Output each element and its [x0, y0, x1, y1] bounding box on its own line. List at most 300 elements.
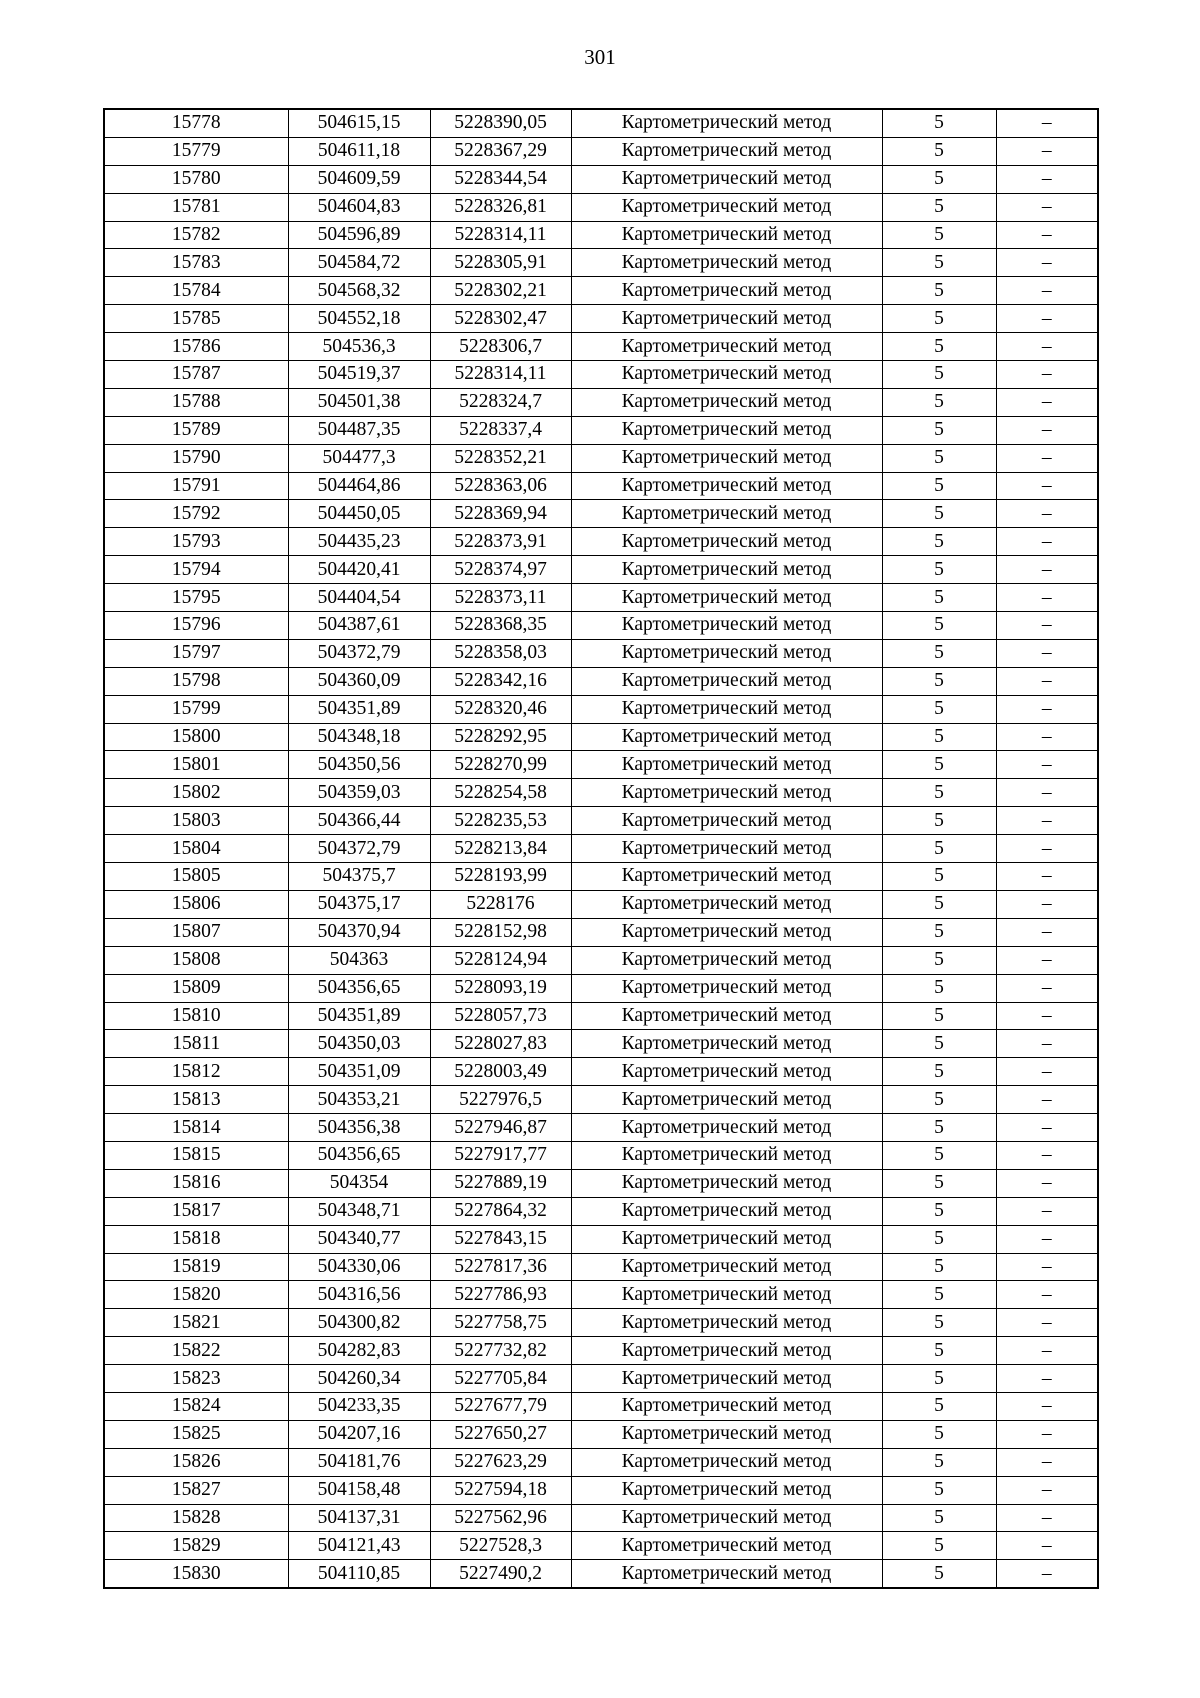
method-cell: Картометрический метод: [571, 639, 882, 667]
method-cell: Картометрический метод: [571, 249, 882, 277]
method-cell: Картометрический метод: [571, 556, 882, 584]
accuracy-cell: 5: [882, 1281, 996, 1309]
note-cell: –: [996, 918, 1098, 946]
x-coordinate-cell: 504450,05: [288, 500, 430, 528]
method-cell: Картометрический метод: [571, 974, 882, 1002]
page-number: 301: [584, 45, 616, 69]
x-coordinate-cell: 504604,83: [288, 193, 430, 221]
y-coordinate-cell: 5228373,91: [430, 528, 571, 556]
note-cell: –: [996, 751, 1098, 779]
method-cell: Картометрический метод: [571, 1086, 882, 1114]
note-cell: –: [996, 863, 1098, 891]
x-coordinate-cell: 504387,61: [288, 612, 430, 640]
y-coordinate-cell: 5227917,77: [430, 1141, 571, 1169]
note-cell: –: [996, 612, 1098, 640]
note-cell: –: [996, 974, 1098, 1002]
x-coordinate-cell: 504351,89: [288, 1002, 430, 1030]
table-row: [104, 1169, 1098, 1197]
accuracy-cell: 5: [882, 1392, 996, 1420]
method-cell: Картометрический метод: [571, 1141, 882, 1169]
method-cell: Картометрический метод: [571, 1197, 882, 1225]
method-cell: Картометрический метод: [571, 807, 882, 835]
point-number-cell: 15820: [104, 1281, 288, 1309]
method-cell: Картометрический метод: [571, 835, 882, 863]
note-cell: –: [996, 890, 1098, 918]
method-cell: Картометрический метод: [571, 1030, 882, 1058]
y-coordinate-cell: 5228390,05: [430, 109, 571, 137]
table-row: [104, 528, 1098, 556]
x-coordinate-cell: 504350,56: [288, 751, 430, 779]
point-number-cell: 15797: [104, 639, 288, 667]
table-row: [104, 1086, 1098, 1114]
y-coordinate-cell: 5227843,15: [430, 1225, 571, 1253]
method-cell: Картометрический метод: [571, 1058, 882, 1086]
y-coordinate-cell: 5227528,3: [430, 1532, 571, 1560]
note-cell: –: [996, 1281, 1098, 1309]
x-coordinate-cell: 504181,76: [288, 1448, 430, 1476]
point-number-cell: 15813: [104, 1086, 288, 1114]
x-coordinate-cell: 504350,03: [288, 1030, 430, 1058]
note-cell: –: [996, 946, 1098, 974]
table-row: [104, 835, 1098, 863]
x-coordinate-cell: 504359,03: [288, 779, 430, 807]
y-coordinate-cell: 5228369,94: [430, 500, 571, 528]
note-cell: –: [996, 361, 1098, 389]
note-cell: –: [996, 1114, 1098, 1142]
x-coordinate-cell: 504330,06: [288, 1253, 430, 1281]
point-number-cell: 15791: [104, 472, 288, 500]
note-cell: –: [996, 1337, 1098, 1365]
y-coordinate-cell: 5227889,19: [430, 1169, 571, 1197]
y-coordinate-cell: 5227864,32: [430, 1197, 571, 1225]
point-number-cell: 15781: [104, 193, 288, 221]
accuracy-cell: 5: [882, 500, 996, 528]
note-cell: –: [996, 193, 1098, 221]
table-row: [104, 333, 1098, 361]
x-coordinate-cell: 504596,89: [288, 221, 430, 249]
y-coordinate-cell: 5228324,7: [430, 388, 571, 416]
accuracy-cell: 5: [882, 1337, 996, 1365]
accuracy-cell: 5: [882, 612, 996, 640]
point-number-cell: 15826: [104, 1448, 288, 1476]
method-cell: Картометрический метод: [571, 1448, 882, 1476]
x-coordinate-cell: 504121,43: [288, 1532, 430, 1560]
y-coordinate-cell: 5228306,7: [430, 333, 571, 361]
note-cell: –: [996, 1309, 1098, 1337]
y-coordinate-cell: 5228270,99: [430, 751, 571, 779]
x-coordinate-cell: 504260,34: [288, 1365, 430, 1393]
table-row: [104, 1560, 1098, 1588]
method-cell: Картометрический метод: [571, 472, 882, 500]
point-number-cell: 15830: [104, 1560, 288, 1588]
x-coordinate-cell: 504354: [288, 1169, 430, 1197]
x-coordinate-cell: 504366,44: [288, 807, 430, 835]
y-coordinate-cell: 5228292,95: [430, 723, 571, 751]
accuracy-cell: 5: [882, 695, 996, 723]
accuracy-cell: 5: [882, 974, 996, 1002]
table-row: [104, 1532, 1098, 1560]
x-coordinate-cell: 504568,32: [288, 277, 430, 305]
point-number-cell: 15804: [104, 835, 288, 863]
point-number-cell: 15814: [104, 1114, 288, 1142]
accuracy-cell: 5: [882, 1197, 996, 1225]
x-coordinate-cell: 504351,09: [288, 1058, 430, 1086]
y-coordinate-cell: 5227677,79: [430, 1392, 571, 1420]
table-row: [104, 1030, 1098, 1058]
table-row: [104, 556, 1098, 584]
y-coordinate-cell: 5228314,11: [430, 361, 571, 389]
table-row: [104, 277, 1098, 305]
y-coordinate-cell: 5227786,93: [430, 1281, 571, 1309]
note-cell: –: [996, 333, 1098, 361]
accuracy-cell: 5: [882, 639, 996, 667]
method-cell: Картометрический метод: [571, 1337, 882, 1365]
table-row: [104, 584, 1098, 612]
table-row: [104, 109, 1098, 137]
x-coordinate-cell: 504370,94: [288, 918, 430, 946]
y-coordinate-cell: 5227623,29: [430, 1448, 571, 1476]
accuracy-cell: 5: [882, 221, 996, 249]
method-cell: Картометрический метод: [571, 1253, 882, 1281]
table-row: [104, 1253, 1098, 1281]
accuracy-cell: 5: [882, 835, 996, 863]
point-number-cell: 15806: [104, 890, 288, 918]
point-number-cell: 15779: [104, 137, 288, 165]
point-number-cell: 15824: [104, 1392, 288, 1420]
accuracy-cell: 5: [882, 1141, 996, 1169]
accuracy-cell: 5: [882, 1086, 996, 1114]
method-cell: Картометрический метод: [571, 500, 882, 528]
y-coordinate-cell: 5227817,36: [430, 1253, 571, 1281]
y-coordinate-cell: 5228093,19: [430, 974, 571, 1002]
table-row: [104, 1309, 1098, 1337]
accuracy-cell: 5: [882, 388, 996, 416]
point-number-cell: 15808: [104, 946, 288, 974]
method-cell: Картометрический метод: [571, 1504, 882, 1532]
table-row: [104, 1504, 1098, 1532]
method-cell: Картометрический метод: [571, 918, 882, 946]
accuracy-cell: 5: [882, 723, 996, 751]
x-coordinate-cell: 504340,77: [288, 1225, 430, 1253]
note-cell: –: [996, 165, 1098, 193]
x-coordinate-cell: 504282,83: [288, 1337, 430, 1365]
method-cell: Картометрический метод: [571, 1365, 882, 1393]
y-coordinate-cell: 5228176: [430, 890, 571, 918]
x-coordinate-cell: 504372,79: [288, 639, 430, 667]
table-row: [104, 1476, 1098, 1504]
accuracy-cell: 5: [882, 667, 996, 695]
table-row: [104, 1392, 1098, 1420]
accuracy-cell: 5: [882, 918, 996, 946]
table-row: [104, 1420, 1098, 1448]
point-number-cell: 15795: [104, 584, 288, 612]
note-cell: –: [996, 1058, 1098, 1086]
x-coordinate-cell: 504360,09: [288, 667, 430, 695]
point-number-cell: 15807: [104, 918, 288, 946]
point-number-cell: 15785: [104, 305, 288, 333]
x-coordinate-cell: 504477,3: [288, 444, 430, 472]
table-row: [104, 1281, 1098, 1309]
point-number-cell: 15823: [104, 1365, 288, 1393]
method-cell: Картометрический метод: [571, 1281, 882, 1309]
point-number-cell: 15815: [104, 1141, 288, 1169]
point-number-cell: 15819: [104, 1253, 288, 1281]
note-cell: –: [996, 556, 1098, 584]
point-number-cell: 15783: [104, 249, 288, 277]
x-coordinate-cell: 504609,59: [288, 165, 430, 193]
method-cell: Картометрический метод: [571, 1476, 882, 1504]
method-cell: Картометрический метод: [571, 305, 882, 333]
table-row: [104, 1114, 1098, 1142]
x-coordinate-cell: 504158,48: [288, 1476, 430, 1504]
x-coordinate-cell: 504356,65: [288, 974, 430, 1002]
point-number-cell: 15778: [104, 109, 288, 137]
method-cell: Картометрический метод: [571, 1392, 882, 1420]
x-coordinate-cell: 504501,38: [288, 388, 430, 416]
x-coordinate-cell: 504351,89: [288, 695, 430, 723]
table-row: [104, 918, 1098, 946]
accuracy-cell: 5: [882, 416, 996, 444]
point-number-cell: 15802: [104, 779, 288, 807]
method-cell: Картометрический метод: [571, 1532, 882, 1560]
y-coordinate-cell: 5227976,5: [430, 1086, 571, 1114]
point-number-cell: 15792: [104, 500, 288, 528]
point-number-cell: 15798: [104, 667, 288, 695]
table-row: [104, 807, 1098, 835]
method-cell: Картометрический метод: [571, 1309, 882, 1337]
y-coordinate-cell: 5227732,82: [430, 1337, 571, 1365]
note-cell: –: [996, 221, 1098, 249]
accuracy-cell: 5: [882, 333, 996, 361]
x-coordinate-cell: 504519,37: [288, 361, 430, 389]
point-number-cell: 15782: [104, 221, 288, 249]
y-coordinate-cell: 5228374,97: [430, 556, 571, 584]
accuracy-cell: 5: [882, 584, 996, 612]
point-number-cell: 15801: [104, 751, 288, 779]
x-coordinate-cell: 504207,16: [288, 1420, 430, 1448]
table-row: [104, 1448, 1098, 1476]
accuracy-cell: 5: [882, 556, 996, 584]
method-cell: Картометрический метод: [571, 946, 882, 974]
accuracy-cell: 5: [882, 1002, 996, 1030]
x-coordinate-cell: 504464,86: [288, 472, 430, 500]
table-row: [104, 472, 1098, 500]
table-row: [104, 1002, 1098, 1030]
method-cell: Картометрический метод: [571, 863, 882, 891]
table-row: [104, 249, 1098, 277]
accuracy-cell: 5: [882, 1365, 996, 1393]
x-coordinate-cell: 504137,31: [288, 1504, 430, 1532]
method-cell: Картометрический метод: [571, 779, 882, 807]
accuracy-cell: 5: [882, 361, 996, 389]
accuracy-cell: 5: [882, 890, 996, 918]
method-cell: Картометрический метод: [571, 1560, 882, 1588]
note-cell: –: [996, 1532, 1098, 1560]
accuracy-cell: 5: [882, 472, 996, 500]
table-row: [104, 1365, 1098, 1393]
x-coordinate-cell: 504404,54: [288, 584, 430, 612]
note-cell: –: [996, 444, 1098, 472]
point-number-cell: 15818: [104, 1225, 288, 1253]
note-cell: –: [996, 584, 1098, 612]
point-number-cell: 15812: [104, 1058, 288, 1086]
note-cell: –: [996, 1420, 1098, 1448]
coordinates-table-body: [104, 109, 1098, 1588]
point-number-cell: 15821: [104, 1309, 288, 1337]
accuracy-cell: 5: [882, 528, 996, 556]
table-row: [104, 695, 1098, 723]
note-cell: –: [996, 1197, 1098, 1225]
y-coordinate-cell: 5228193,99: [430, 863, 571, 891]
method-cell: Картометрический метод: [571, 1225, 882, 1253]
accuracy-cell: 5: [882, 277, 996, 305]
x-coordinate-cell: 504536,3: [288, 333, 430, 361]
method-cell: Картометрический метод: [571, 890, 882, 918]
note-cell: –: [996, 1504, 1098, 1532]
method-cell: Картометрический метод: [571, 1002, 882, 1030]
x-coordinate-cell: 504356,65: [288, 1141, 430, 1169]
x-coordinate-cell: 504233,35: [288, 1392, 430, 1420]
method-cell: Картометрический метод: [571, 612, 882, 640]
method-cell: Картометрический метод: [571, 1169, 882, 1197]
y-coordinate-cell: 5228235,53: [430, 807, 571, 835]
x-coordinate-cell: 504435,23: [288, 528, 430, 556]
y-coordinate-cell: 5227562,96: [430, 1504, 571, 1532]
method-cell: Картометрический метод: [571, 361, 882, 389]
accuracy-cell: 5: [882, 1114, 996, 1142]
method-cell: Картометрический метод: [571, 1420, 882, 1448]
y-coordinate-cell: 5228302,47: [430, 305, 571, 333]
y-coordinate-cell: 5227594,18: [430, 1476, 571, 1504]
y-coordinate-cell: 5227946,87: [430, 1114, 571, 1142]
y-coordinate-cell: 5228367,29: [430, 137, 571, 165]
method-cell: Картометрический метод: [571, 333, 882, 361]
y-coordinate-cell: 5228352,21: [430, 444, 571, 472]
note-cell: –: [996, 1086, 1098, 1114]
table-row: [104, 165, 1098, 193]
note-cell: –: [996, 1448, 1098, 1476]
accuracy-cell: 5: [882, 1532, 996, 1560]
y-coordinate-cell: 5228003,49: [430, 1058, 571, 1086]
note-cell: –: [996, 472, 1098, 500]
accuracy-cell: 5: [882, 193, 996, 221]
point-number-cell: 15829: [104, 1532, 288, 1560]
note-cell: –: [996, 1392, 1098, 1420]
accuracy-cell: 5: [882, 1448, 996, 1476]
note-cell: –: [996, 779, 1098, 807]
accuracy-cell: 5: [882, 305, 996, 333]
table-row: [104, 193, 1098, 221]
y-coordinate-cell: 5228337,4: [430, 416, 571, 444]
point-number-cell: 15803: [104, 807, 288, 835]
table-row: [104, 1141, 1098, 1169]
note-cell: –: [996, 500, 1098, 528]
method-cell: Картометрический метод: [571, 416, 882, 444]
note-cell: –: [996, 1030, 1098, 1058]
point-number-cell: 15788: [104, 388, 288, 416]
method-cell: Картометрический метод: [571, 165, 882, 193]
y-coordinate-cell: 5228326,81: [430, 193, 571, 221]
method-cell: Картометрический метод: [571, 444, 882, 472]
x-coordinate-cell: 504363: [288, 946, 430, 974]
method-cell: Картометрический метод: [571, 221, 882, 249]
y-coordinate-cell: 5228342,16: [430, 667, 571, 695]
table-row: [104, 779, 1098, 807]
table-row: [104, 974, 1098, 1002]
method-cell: Картометрический метод: [571, 584, 882, 612]
table-row: [104, 1197, 1098, 1225]
point-number-cell: 15816: [104, 1169, 288, 1197]
note-cell: –: [996, 1169, 1098, 1197]
note-cell: –: [996, 1560, 1098, 1588]
note-cell: –: [996, 137, 1098, 165]
table-row: [104, 1225, 1098, 1253]
note-cell: –: [996, 528, 1098, 556]
table-row: [104, 416, 1098, 444]
y-coordinate-cell: 5228213,84: [430, 835, 571, 863]
point-number-cell: 15789: [104, 416, 288, 444]
table-row: [104, 946, 1098, 974]
x-coordinate-cell: 504611,18: [288, 137, 430, 165]
accuracy-cell: 5: [882, 1309, 996, 1337]
method-cell: Картометрический метод: [571, 723, 882, 751]
note-cell: –: [996, 1225, 1098, 1253]
accuracy-cell: 5: [882, 807, 996, 835]
y-coordinate-cell: 5228320,46: [430, 695, 571, 723]
x-coordinate-cell: 504372,79: [288, 835, 430, 863]
table-row: [104, 305, 1098, 333]
point-number-cell: 15805: [104, 863, 288, 891]
method-cell: Картометрический метод: [571, 751, 882, 779]
point-number-cell: 15794: [104, 556, 288, 584]
note-cell: –: [996, 249, 1098, 277]
y-coordinate-cell: 5227650,27: [430, 1420, 571, 1448]
y-coordinate-cell: 5228124,94: [430, 946, 571, 974]
table-row: [104, 221, 1098, 249]
accuracy-cell: 5: [882, 165, 996, 193]
y-coordinate-cell: 5228368,35: [430, 612, 571, 640]
note-cell: –: [996, 109, 1098, 137]
accuracy-cell: 5: [882, 444, 996, 472]
method-cell: Картометрический метод: [571, 193, 882, 221]
table-row: [104, 1337, 1098, 1365]
table-row: [104, 1058, 1098, 1086]
x-coordinate-cell: 504375,7: [288, 863, 430, 891]
y-coordinate-cell: 5228373,11: [430, 584, 571, 612]
point-number-cell: 15828: [104, 1504, 288, 1532]
x-coordinate-cell: 504316,56: [288, 1281, 430, 1309]
note-cell: –: [996, 416, 1098, 444]
table-row: [104, 863, 1098, 891]
table-row: [104, 137, 1098, 165]
x-coordinate-cell: 504300,82: [288, 1309, 430, 1337]
accuracy-cell: 5: [882, 1560, 996, 1588]
note-cell: –: [996, 835, 1098, 863]
note-cell: –: [996, 639, 1098, 667]
x-coordinate-cell: 504356,38: [288, 1114, 430, 1142]
y-coordinate-cell: 5228152,98: [430, 918, 571, 946]
accuracy-cell: 5: [882, 1476, 996, 1504]
y-coordinate-cell: 5227490,2: [430, 1560, 571, 1588]
point-number-cell: 15810: [104, 1002, 288, 1030]
point-number-cell: 15784: [104, 277, 288, 305]
x-coordinate-cell: 504584,72: [288, 249, 430, 277]
accuracy-cell: 5: [882, 779, 996, 807]
accuracy-cell: 5: [882, 109, 996, 137]
method-cell: Картометрический метод: [571, 109, 882, 137]
accuracy-cell: 5: [882, 1420, 996, 1448]
table-row: [104, 751, 1098, 779]
